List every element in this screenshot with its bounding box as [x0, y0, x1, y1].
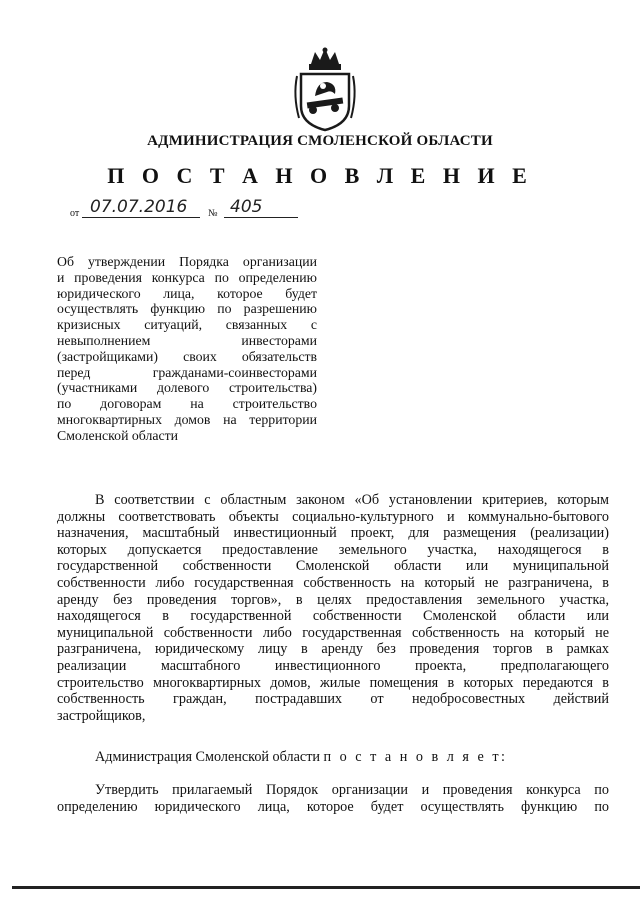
body-line: должны соответствовать объекты социально-культурного и коммунально-бытового — [57, 508, 609, 525]
title-line: Смоленской области — [57, 427, 179, 443]
date-underline — [82, 217, 200, 218]
title-line: многоквартирных домов на территории — [57, 411, 317, 427]
title-line: кризисных ситуаций, связанных с — [57, 317, 317, 333]
preamble-paragraph — [57, 492, 609, 724]
body-line: строительство многоквартирных домов, жилые помещения в которых передаются в — [57, 674, 609, 691]
administration-resolves-line — [95, 749, 507, 766]
title-line: невыполнением инвесторами — [57, 332, 317, 348]
body-line: которых допускается предоставление земельного участка, находящегося в — [57, 541, 609, 558]
body-line: назначения, масштабный инвестиционный проект, для размещения (реализации) — [57, 525, 609, 542]
body-line: собственность граждан, пострадавших от недобросовестных действий — [57, 691, 609, 708]
title-line: Об утверждении Порядка организации — [57, 254, 317, 269]
date-number-line — [70, 197, 310, 223]
title-line: перед гражданами-соинвесторами — [57, 364, 317, 380]
order-line: Утвердить прилагаемый Порядок организации и проведения конкурса по — [95, 782, 609, 798]
title-line: осуществлять функцию по разрешению — [57, 301, 317, 317]
order-paragraph — [57, 782, 609, 816]
date-value-handwritten: 07.07.2016 — [90, 197, 188, 217]
title-line: (участниками долевого строительства) — [57, 380, 317, 396]
body-line: аренду без проведения торгов», в целях предоставления земельного участка, — [57, 591, 609, 608]
authority-name: АДМИНИСТРАЦИЯ СМОЛЕНСКОЙ ОБЛАСТИ — [147, 133, 493, 149]
body-line: разграничена, юридическому лицу в аренду без проведения торгов в рамках — [57, 641, 609, 658]
body-line: застройщиков, — [57, 707, 146, 724]
number-underline — [224, 217, 298, 218]
body-line: государственной собственности Смоленской области или муниципальной — [57, 558, 609, 575]
title-line: и проведения конкурса по определению — [57, 269, 317, 285]
date-from-label: от — [70, 208, 80, 219]
body-line: реализации масштабного инвестиционного проекта, предполагающего — [57, 657, 609, 674]
body-line: В соответствии с областным законом «Об установлении критериев, которым — [95, 492, 609, 508]
number-value-handwritten: 405 — [230, 197, 263, 217]
administration-name: Администрация Смоленской области — [95, 749, 320, 765]
scan-bottom-edge — [12, 886, 640, 889]
body-line: собственности либо государственная собственность на который не разграничена, в — [57, 574, 609, 591]
title-line: (застройщиками) своих обязательств — [57, 348, 317, 364]
document-type-heading: П О С Т А Н О В Л Е Н И Е — [107, 163, 533, 188]
title-line: юридического лица, которое будет — [57, 285, 317, 301]
number-label: № — [208, 208, 218, 219]
document-title — [57, 254, 317, 444]
order-line: определению юридического лица, которое будет осуществлять функцию по — [57, 799, 609, 815]
resolves-verb: п о с т а н о в л я е т: — [323, 749, 508, 765]
title-line: по договорам на строительство — [57, 396, 317, 412]
coat-of-arms-emblem — [291, 46, 359, 132]
body-line: находящегося в государственной собственности Смоленской области или — [57, 608, 609, 625]
body-line: муниципальной собственности либо государственная собственность на который не — [57, 624, 609, 641]
